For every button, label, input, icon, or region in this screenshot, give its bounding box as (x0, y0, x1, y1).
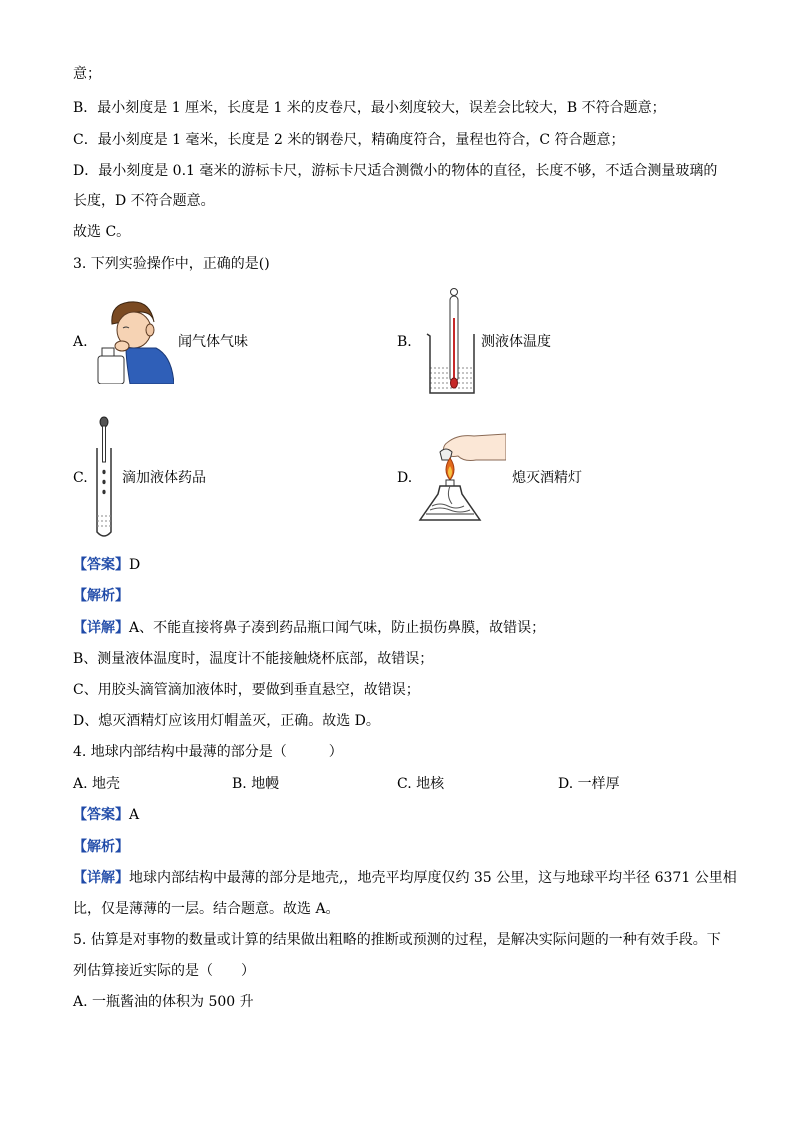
q4-detail-line (73, 868, 737, 888)
question-5-stem: 5. 估算是对事物的数量或计算的结果做出粗略的推断或预测的过程，是解决实际问题的一种有效手段。下 (73, 932, 721, 948)
q3-option-d-caption: 熄灭酒精灯 (512, 470, 582, 486)
q3-analysis-tag (73, 586, 129, 606)
thermometer-beaker-illustration (425, 288, 479, 398)
q3-option-c-caption: 滴加液体药品 (122, 470, 206, 486)
q4-option-b: B. 地幔 (232, 776, 280, 792)
text-line: 长度，D 不符合题意。 (73, 193, 215, 209)
q3-option-a-letter: A. (73, 334, 88, 350)
text-line: D．最小刻度是 0.1 毫米的游标卡尺，游标卡尺适合测微小的物体的直径，长度不够，不适合测量玻璃的 (73, 163, 718, 179)
q3-detail-line (73, 618, 545, 638)
question-4-stem: 4. 地球内部结构中最薄的部分是（ ） (73, 744, 343, 760)
answer-value: D (129, 557, 141, 573)
q3-option-b-caption: 测液体温度 (481, 334, 551, 350)
q3-detail-line: C、用胶头滴管滴加液体时，要做到垂直悬空，故错误； (73, 682, 420, 698)
q3-option-d-letter: D. (397, 470, 413, 486)
text-line: C．最小刻度是 1 毫米，长度是 2 米的钢卷尺，精确度符合，量程也符合，C 符合题意； (73, 132, 625, 148)
question-5-stem: 列估算接近实际的是（ ） (73, 963, 255, 979)
q4-option-c: C. 地核 (397, 776, 445, 792)
detail-text: 地球内部结构中最薄的部分是地壳,，地壳平均厚度仅约 35 公里，这与地球平均半径 6371 公里相 (129, 870, 737, 886)
smell-gas-illustration (96, 298, 174, 384)
dropper-test-tube-illustration (94, 416, 114, 540)
detail-tag: 【详解】 (73, 870, 129, 886)
q4-answer (73, 805, 139, 825)
text-line: 故选 C。 (73, 224, 131, 240)
q3-detail-line: B、测量液体温度时，温度计不能接触烧杯底部，故错误； (73, 651, 434, 667)
question-3-stem: 3. 下列实验操作中，正确的是() (73, 256, 270, 272)
alcohol-lamp-illustration (418, 430, 506, 530)
q4-analysis-tag (73, 837, 129, 857)
analysis-tag: 【解析】 (73, 839, 129, 855)
text-line: B．最小刻度是 1 厘米，长度是 1 米的皮卷尺，最小刻度较大，误差会比较大，B 不符合题意； (73, 100, 666, 116)
q3-answer (73, 555, 140, 575)
answer-tag: 【答案】 (73, 807, 129, 823)
answer-tag: 【答案】 (73, 557, 129, 573)
q3-option-c-letter: C. (73, 470, 88, 486)
q5-option-a: A. 一瓶酱油的体积为 500 升 (73, 994, 254, 1010)
q4-option-a: A. 地壳 (73, 776, 121, 792)
answer-value: A (129, 807, 140, 823)
analysis-tag: 【解析】 (73, 588, 129, 604)
q3-detail-line: D、熄灭酒精灯应该用灯帽盖灭，正确。故选 D。 (73, 713, 380, 729)
q3-option-a-caption: 闻气体气味 (178, 334, 248, 350)
q3-option-b-letter: B. (397, 334, 412, 350)
text-line: 意； (73, 66, 101, 82)
detail-text: A、不能直接将鼻子凑到药品瓶口闻气味，防止损伤鼻膜，故错误； (129, 620, 546, 636)
q4-option-d: D. 一样厚 (558, 776, 620, 792)
detail-tag: 【详解】 (73, 620, 129, 636)
q4-detail-line: 比，仅是薄薄的一层。结合题意。故选 A。 (73, 901, 340, 917)
